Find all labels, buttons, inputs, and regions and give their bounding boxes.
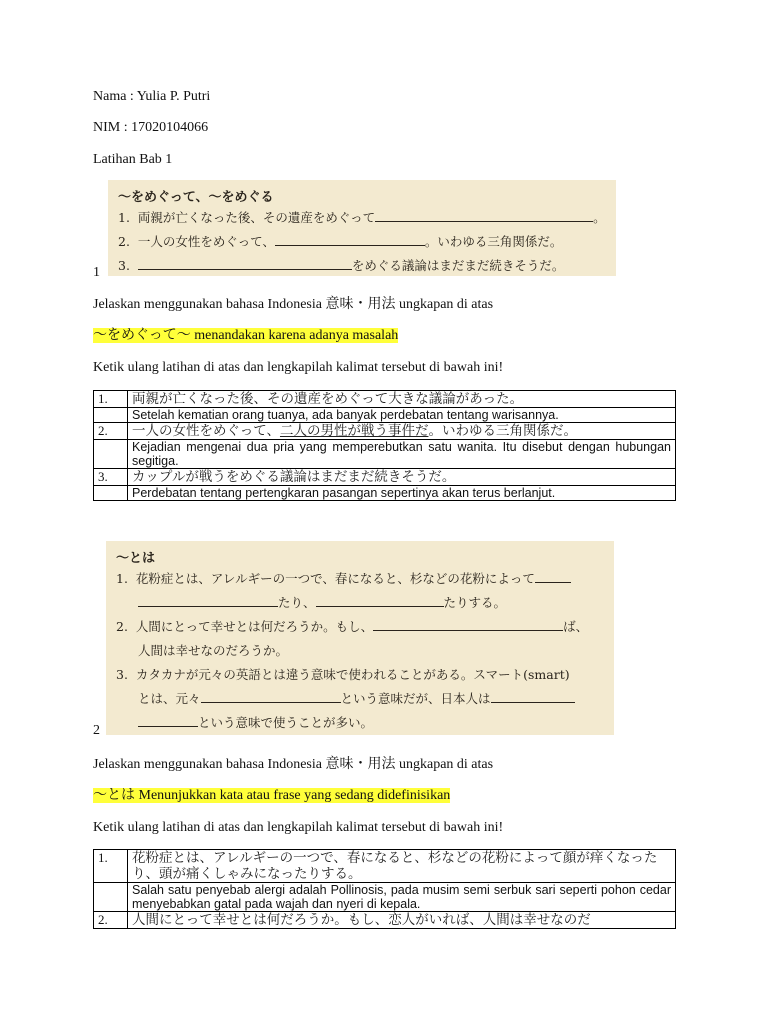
scan-item-3: 3. をめぐる議論はまだまだ続きそうだ。 [118, 258, 565, 273]
answer-table-2 [93, 849, 676, 929]
answer-table-1 [93, 390, 676, 501]
scan-heading: 〜とは [116, 551, 156, 566]
scanned-exercise-1 [108, 180, 616, 276]
student-nim: NIM : 17020104066 [93, 120, 209, 135]
table-row: 3. カップルが戦うをめぐる議論はまだまだ続きそうだ。 [94, 469, 676, 486]
table-row: 2. 人間にとって幸せとは何だろうか。もし、恋人がいれば、人間は幸せなのだ [94, 912, 676, 929]
table-row: Setelah kematian orang tuanya, ada banyak perdebatan tentang warisannya. [94, 408, 676, 423]
scan-item-2-cont: 人間は幸せなのだろうか。 [138, 643, 289, 658]
scanned-exercise-2 [106, 541, 614, 735]
table-row: 1. 花粉症とは、アレルギーの一つで、春になると、杉などの花粉によって顔が痒くなったり、頭が痛くしゃみになったりする。 [94, 850, 676, 883]
scan-item-2: 2. 一人の女性をめぐって、 。いわゆる三角関係だ。 [118, 234, 563, 249]
scan-item-1: 1. 両親が亡くなった後、その遺産をめぐって 。 [118, 210, 606, 225]
explanation-1: 〜をめぐって〜 menandakan karena adanya masalah [93, 328, 399, 343]
scan-item-3: 3. カタカナが元々の英語とは違う意味で使われることがある。スマート(smart) [116, 667, 570, 682]
scan-item-3-cont: とは、元々 という意味だが、日本人は [138, 689, 575, 707]
table-row: Salah satu penyebab alergi adalah Pollinosis, pada musim semi serbuk sari seperti pohon cedar menyebabkan gatal pada wajah dan nyeri di kepala. [94, 883, 676, 912]
table-row: Kejadian mengenai dua pria yang memperebutkan satu wanita. Itu disebut dengan hubungan segitiga. [94, 440, 676, 469]
table-row: 1. 両親が亡くなった後、その遺産をめぐって大きな議論があった。 [94, 391, 676, 408]
scan-heading: 〜をめぐって、〜をめぐる [118, 190, 274, 205]
section-number-1: 1 [93, 265, 100, 280]
task-2: Ketik ulang latihan di atas dan lengkapilah kalimat tersebut di bawah ini! [93, 820, 504, 835]
table-row: Perdebatan tentang pertengkaran pasangan sepertinya akan terus berlanjut. [94, 486, 676, 501]
table-row: 2. 一人の女性をめぐって、二人の男性が戦う事件だ。いわゆる三角関係だ。 [94, 423, 676, 440]
scan-item-1: 1. 花粉症とは、アレルギーの一つで、春になると、杉などの花粉によって [116, 569, 571, 587]
scan-item-1-cont: たり、 たりする。 [138, 593, 506, 611]
section-number-2: 2 [93, 723, 100, 738]
instruction-2: Jelaskan menggunakan bahasa Indonesia 意味・用法 ungkapan di atas [93, 757, 494, 772]
student-name: Nama : Yulia P. Putri [93, 89, 211, 104]
explanation-2: 〜とは Menunjukkan kata atau frase yang sedang didefinisikan [93, 788, 451, 803]
instruction-1: Jelaskan menggunakan bahasa Indonesia 意味・用法 ungkapan di atas [93, 297, 494, 312]
exercise-title: Latihan Bab 1 [93, 152, 173, 167]
scan-item-2: 2. 人間にとって幸せとは何だろうか。もし、 ば、 [116, 619, 589, 634]
scan-item-3-cont2: という意味で使うことが多い。 [138, 713, 373, 731]
task-1: Ketik ulang latihan di atas dan lengkapilah kalimat tersebut di bawah ini! [93, 360, 504, 375]
